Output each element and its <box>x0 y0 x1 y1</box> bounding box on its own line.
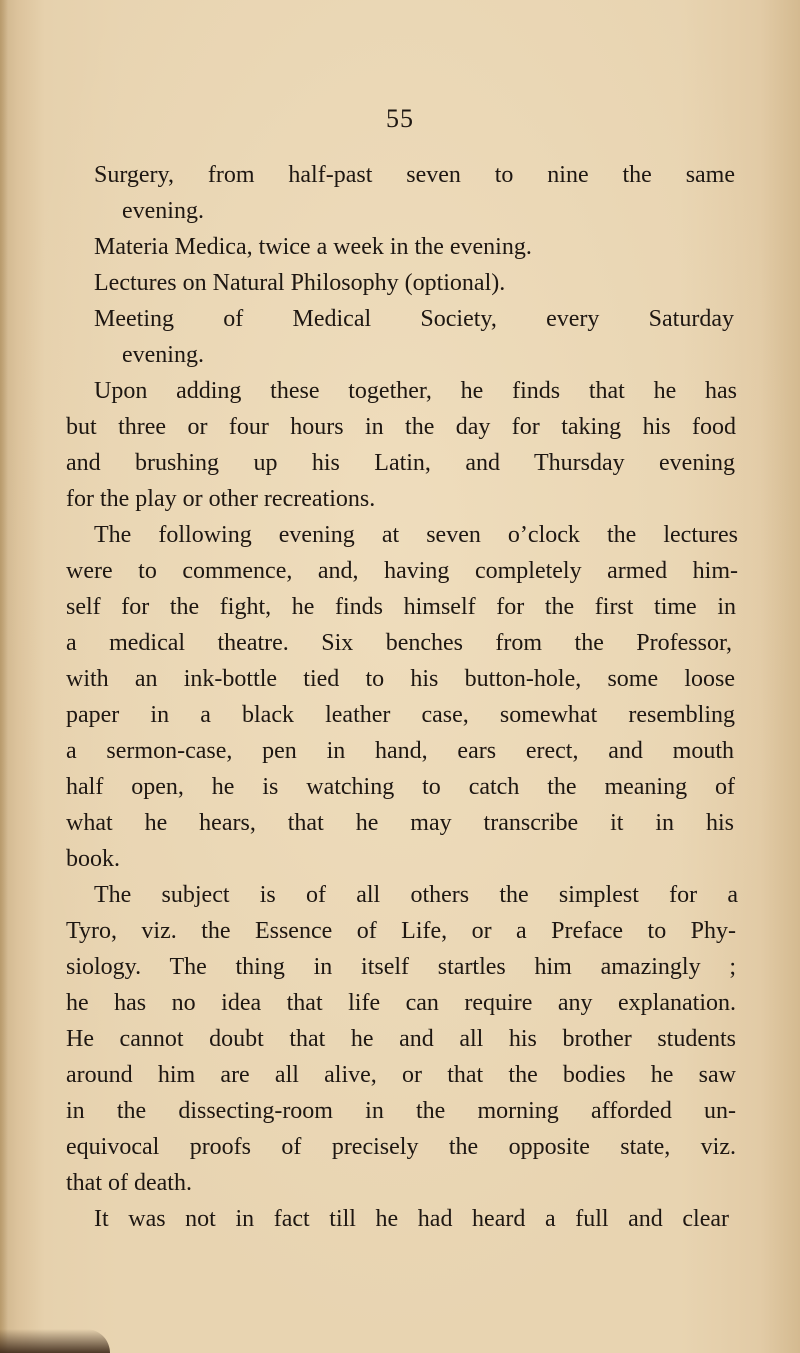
text-line: Tyro, viz. the Essence of Life, or a Preface to Phy- <box>66 918 736 944</box>
text-line: book. <box>66 846 120 872</box>
text-line: paper in a black leather case, somewhat resembling <box>66 702 735 728</box>
text-line: he has no idea that life can require any explanation. <box>66 990 736 1016</box>
text-line: It was not in fact till he had heard a full and clear <box>94 1206 729 1232</box>
page-edge-shadow <box>0 0 8 1353</box>
text-line: a sermon-case, pen in hand, ears erect, and mouth <box>66 738 734 764</box>
text-line: equivocal proofs of precisely the opposite state, viz. <box>66 1134 736 1160</box>
text-line: Meeting of Medical Society, every Saturday <box>94 306 734 332</box>
text-line: and brushing up his Latin, and Thursday evening <box>66 450 735 476</box>
text-line: siology. The thing in itself startles him amazingly ; <box>66 954 736 980</box>
text-line: that of death. <box>66 1170 192 1196</box>
text-line: Surgery, from half-past seven to nine the same <box>94 162 735 188</box>
text-line: a medical theatre. Six benches from the Professor, <box>66 630 732 656</box>
text-line: Materia Medica, twice a week in the evening. <box>94 234 532 260</box>
page-number: 55 <box>386 104 414 133</box>
text-line: evening. <box>122 342 204 368</box>
text-line: Upon adding these together, he finds that he has <box>94 378 737 404</box>
text-line: what he hears, that he may transcribe it in his <box>66 810 734 836</box>
text-line: self for the fight, he finds himself for the first time in <box>66 594 736 620</box>
text-line: evening. <box>122 198 204 224</box>
text-line: around him are all alive, or that the bodies he saw <box>66 1062 736 1088</box>
text-line: with an ink-bottle tied to his button-hole, some loose <box>66 666 735 692</box>
text-line: He cannot doubt that he and all his brother students <box>66 1026 736 1052</box>
page-corner-stain <box>0 1329 110 1353</box>
text-line: but three or four hours in the day for taking his food <box>66 414 736 440</box>
text-line: The subject is of all others the simplest for a <box>94 882 738 908</box>
text-line: The following evening at seven o’clock the lectures <box>94 522 738 548</box>
text-line: were to commence, and, having completely armed him- <box>66 558 738 584</box>
text-line: in the dissecting-room in the morning afforded un- <box>66 1098 736 1124</box>
text-line: half open, he is watching to catch the meaning of <box>66 774 735 800</box>
text-line: Lectures on Natural Philosophy (optional). <box>94 270 506 296</box>
text-line: for the play or other recreations. <box>66 486 376 512</box>
